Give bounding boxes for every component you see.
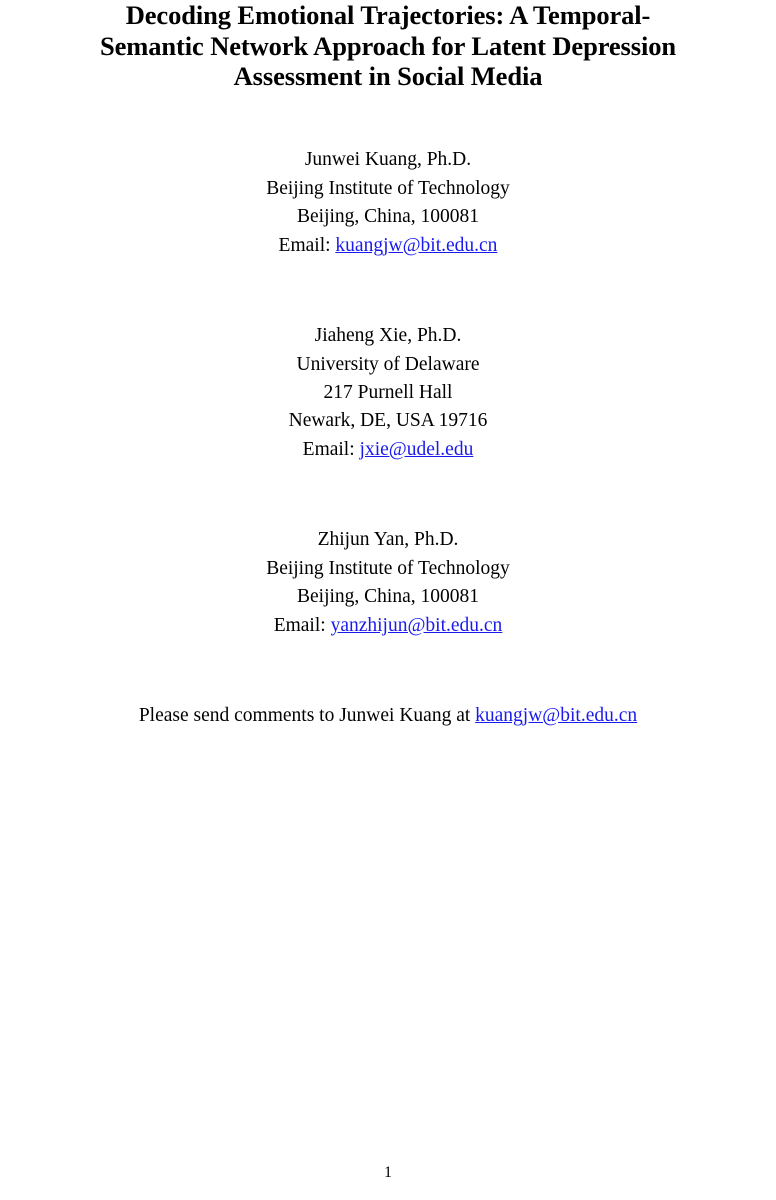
author-email-row (4, 612, 772, 640)
author-address: Beijing, China, 100081 (297, 586, 479, 608)
author-block-3 (4, 526, 772, 640)
author-list (4, 146, 772, 640)
comments-prefix: Please send comments to Junwei Kuang at (138, 705, 476, 727)
author-block-2 (4, 322, 772, 464)
author-name: Junwei Kuang, Ph.D. (304, 149, 472, 171)
author-address: 217 Purnell Hall (323, 382, 453, 404)
page-number: 1 (384, 1164, 392, 1181)
author-affiliation: Beijing Institute of Technology (266, 177, 510, 199)
page-title (4, 0, 772, 92)
author-affiliation: University of Delaware (296, 353, 480, 375)
author-name: Jiaheng Xie, Ph.D. (314, 325, 462, 347)
author-block-1 (4, 146, 772, 260)
email-label: Email: (302, 438, 360, 460)
author-address-extra: Newark, DE, USA 19716 (288, 410, 488, 432)
author-email-row (4, 436, 772, 464)
author-email-row (4, 232, 772, 260)
email-label: Email: (278, 234, 336, 256)
author-email-link[interactable]: yanzhijun@bit.edu.cn (330, 614, 503, 636)
title-line-3: Assessment in Social Media (233, 61, 543, 92)
title-line-2: Semantic Network Approach for Latent Depression (99, 30, 677, 61)
title-line-1: Decoding Emotional Trajectories: A Temporal- (125, 0, 651, 30)
author-affiliation: Beijing Institute of Technology (266, 557, 510, 579)
author-email-link[interactable]: kuangjw@bit.edu.cn (335, 234, 498, 256)
comments-note (4, 702, 772, 730)
comments-email-link[interactable]: kuangjw@bit.edu.cn (475, 705, 638, 727)
email-label: Email: (273, 614, 331, 636)
author-email-link[interactable]: jxie@udel.edu (359, 438, 474, 460)
author-name: Zhijun Yan, Ph.D. (317, 529, 459, 551)
author-address: Beijing, China, 100081 (297, 206, 479, 228)
